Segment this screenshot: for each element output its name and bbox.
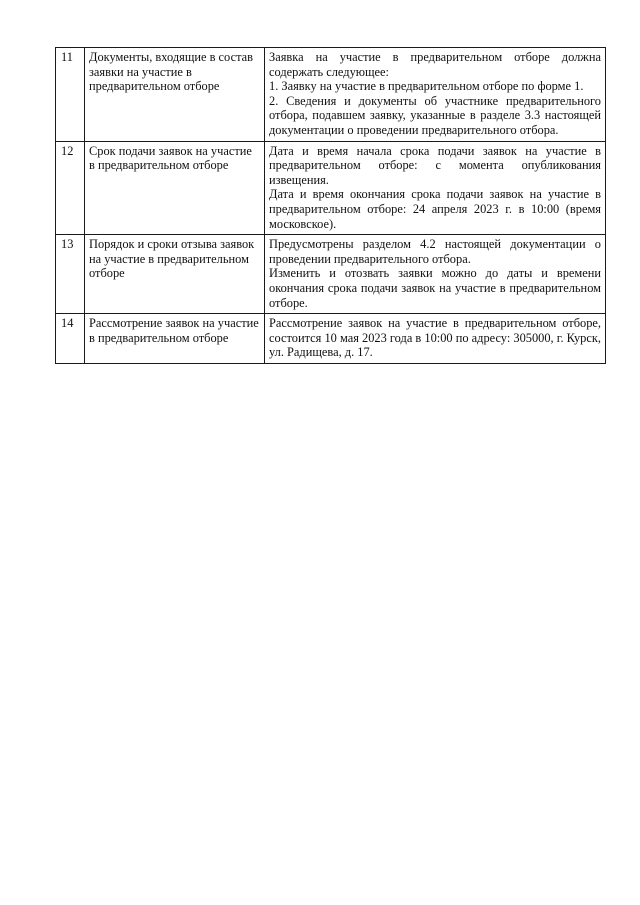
- row-title: Порядок и сроки отзыва заявок на участие в предварительном отборе: [85, 235, 265, 314]
- description-paragraph: Дата и время начала срока подачи заявок на участие в предварительном отборе: с момента опубликования извещения.: [269, 143, 601, 187]
- row-title: Документы, входящие в состав заявки на участие в предварительном отборе: [85, 48, 265, 142]
- row-number: 11: [56, 48, 85, 142]
- description-paragraph: Заявка на участие в предварительном отборе должна содержать следующее:: [269, 50, 601, 79]
- row-title: Срок подачи заявок на участие в предварительном отборе: [85, 141, 265, 235]
- row-description: [265, 141, 606, 235]
- table-row: [56, 235, 606, 314]
- document-table: [55, 47, 606, 364]
- table-row: [56, 141, 606, 235]
- row-description: [265, 48, 606, 142]
- row-description: [265, 235, 606, 314]
- table-row: [56, 48, 606, 142]
- row-title: Рассмотрение заявок на участие в предварительном отборе: [85, 314, 265, 364]
- description-paragraph: 1. Заявку на участие в предварительном отборе по форме 1.: [269, 79, 584, 94]
- table-row: [56, 314, 606, 364]
- description-paragraph: 2. Сведения и документы об участнике предварительного отбора, подавшем заявку, указанные в разделе 3.3 настоящей документации о проведении предварительного отбора.: [269, 93, 601, 137]
- row-number: 14: [56, 314, 85, 364]
- description-paragraph: Рассмотрение заявок на участие в предварительном отборе, состоится 10 мая 2023 года в 10:00 по адресу: 305000, г. Курск, ул. Радищева, д. 17.: [269, 316, 601, 360]
- description-paragraph: Изменить и отозвать заявки можно до даты и времени окончания срока подачи заявок на участие в предварительном отборе.: [269, 266, 601, 310]
- description-paragraph: Предусмотрены разделом 4.2 настоящей документации о проведении предварительного отбора.: [269, 237, 601, 266]
- row-number: 12: [56, 141, 85, 235]
- row-description: [265, 314, 606, 364]
- description-paragraph: Дата и время окончания срока подачи заявок на участие в предварительном отборе: 24 апреля 2023 г. в 10:00 (время московское).: [269, 187, 601, 231]
- row-number: 13: [56, 235, 85, 314]
